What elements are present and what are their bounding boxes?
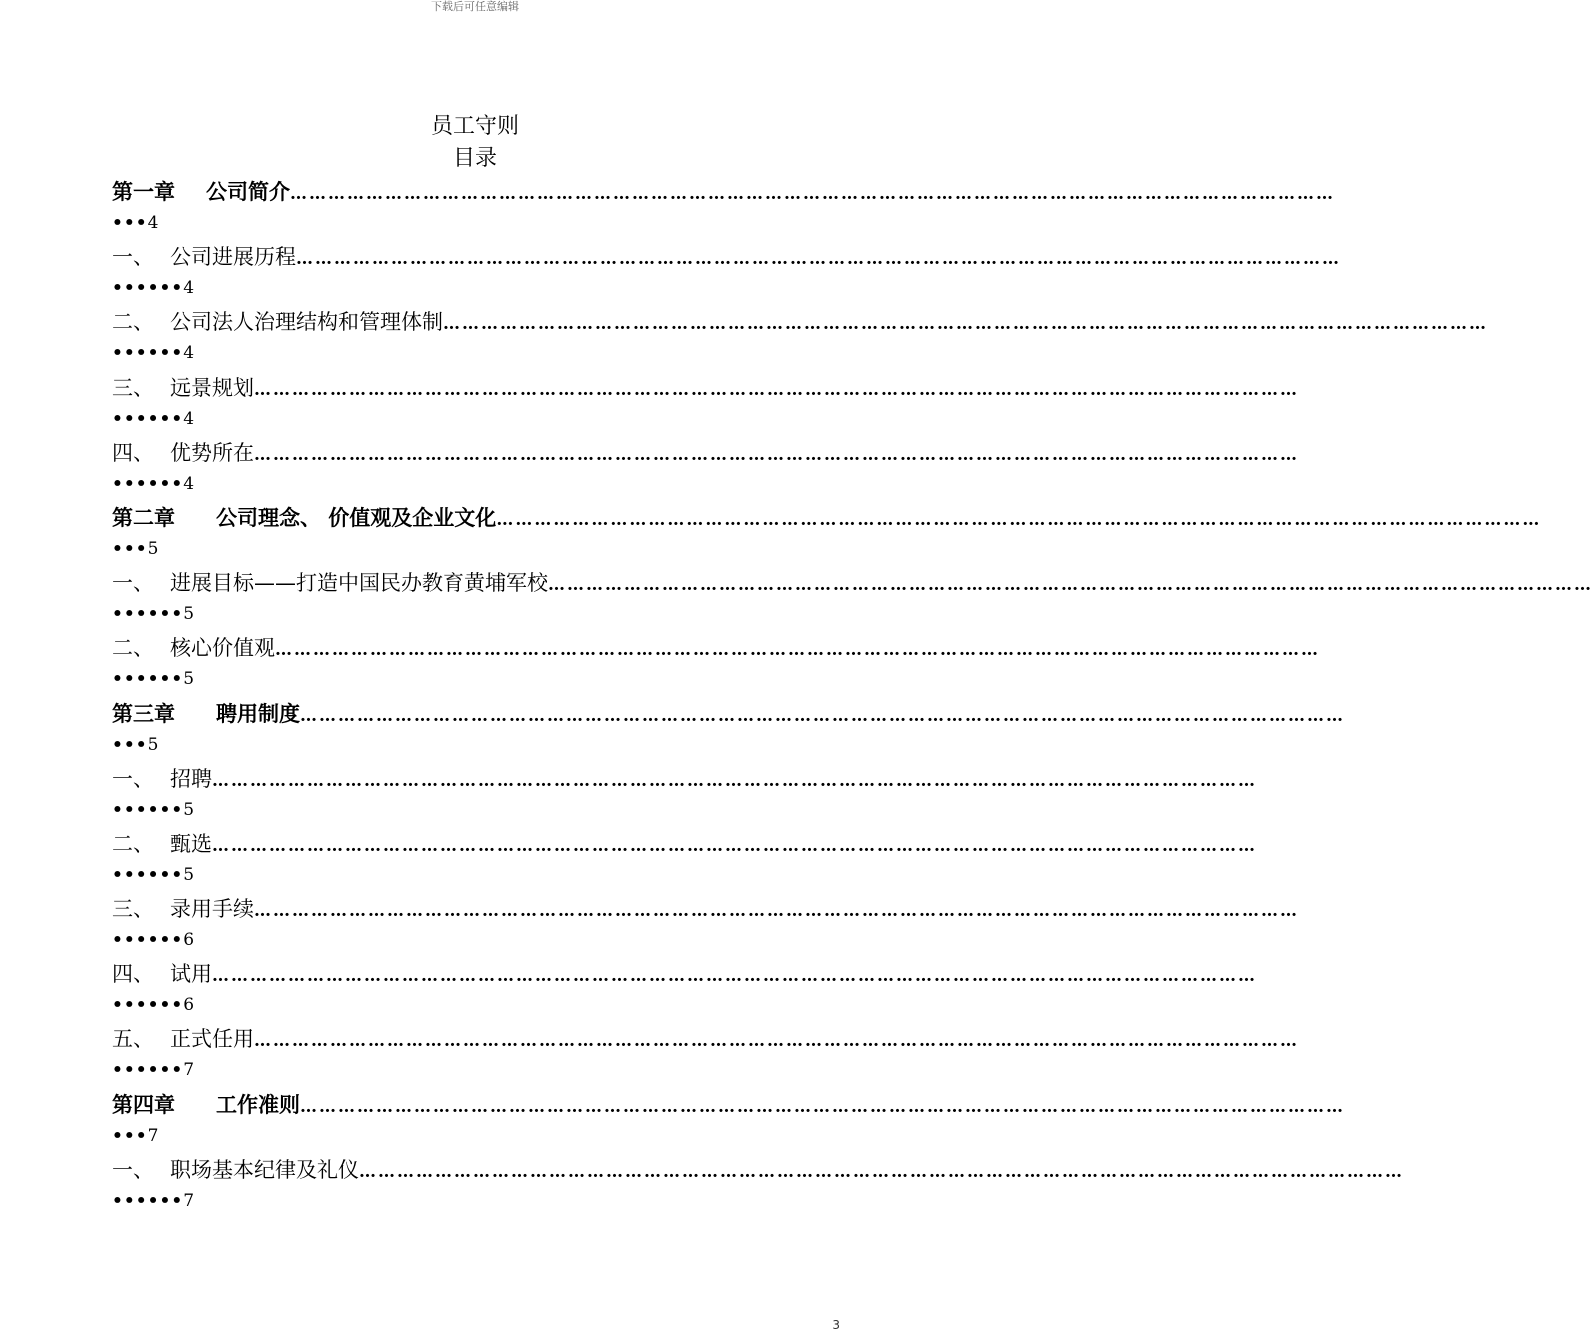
toc-page-number: 5 — [183, 604, 195, 625]
toc-leader-dots: ………………………………………………………………………………………………………………………………………………… — [359, 1161, 1404, 1182]
toc-entry-section[interactable] — [112, 632, 1320, 697]
toc-leader-dots: ••• — [112, 213, 148, 233]
toc-leader-dots: ………………………………………………………………………………………………………………………………………………… — [443, 314, 1488, 335]
toc-page-number: 6 — [183, 930, 195, 951]
toc-entry-label: 公司理念、 价值观及企业文化 — [216, 505, 497, 530]
toc-leader-dots: ••• — [112, 1125, 148, 1146]
toc-entry-section[interactable] — [112, 1154, 1404, 1219]
header-note: 下载后可任意编辑 — [431, 0, 519, 13]
toc-leader-dots: •••••• — [112, 669, 184, 690]
toc-entry-number: 四、 — [112, 440, 154, 465]
toc-entry-number: 一、 — [112, 571, 154, 596]
toc-entry-label: 正式任用 — [170, 1027, 254, 1052]
toc-entry-number: 第二章 — [112, 505, 175, 530]
toc-leader-dots: ………………………………………………………………………………………………………………………………………………… — [254, 444, 1299, 465]
toc-leader-dots: ………………………………………………………………………………………………………………………………………………… — [212, 770, 1257, 791]
toc-page-number: 7 — [183, 1190, 195, 1211]
toc-entry-section[interactable] — [112, 567, 1593, 632]
toc-entry-chapter-2[interactable] — [112, 502, 1542, 567]
toc-entry-number: 四、 — [112, 962, 154, 987]
toc-page-number: 5 — [183, 799, 195, 820]
toc-entry-label: 招聘 — [170, 766, 212, 791]
toc-entry-number: 第四章 — [112, 1092, 175, 1117]
toc-leader-dots: ………………………………………………………………………………………………………………………………………………… — [212, 835, 1257, 856]
toc-entry-label: 优势所在 — [170, 440, 254, 465]
toc-leader-dots: ………………………………………………………………………………………………………………………………………………… — [548, 575, 1593, 596]
toc-leader-dots: •••••• — [112, 473, 184, 494]
toc-entry-section[interactable] — [112, 893, 1299, 958]
toc-entry-section[interactable] — [112, 763, 1257, 828]
toc-page-number: 4 — [183, 473, 195, 494]
page-number: 3 — [832, 1318, 840, 1332]
toc-heading: 目录 — [452, 146, 497, 171]
toc-leader-dots: ………………………………………………………………………………………………………………………………………………… — [254, 1031, 1299, 1052]
toc-leader-dots: •••••• — [112, 799, 184, 820]
toc-entry-number: 二、 — [112, 636, 154, 661]
toc-leader-dots: •••••• — [112, 408, 184, 429]
toc-entry-label: 职场基本纪律及礼仪 — [170, 1157, 359, 1182]
toc-entry-label: 公司简介 — [206, 180, 290, 204]
toc-entry-chapter-1[interactable] — [112, 176, 1335, 241]
toc-entry-number: 二、 — [112, 310, 154, 335]
toc-entry-label: 聘用制度 — [216, 701, 300, 726]
toc-leader-dots: ………………………………………………………………………………………………………………………………………………… — [300, 1096, 1345, 1117]
toc-entry-chapter-3[interactable] — [112, 698, 1345, 763]
toc-leader-dots: ………………………………………………………………………………………………………………………………………………… — [300, 705, 1345, 726]
toc-leader-dots: ………………………………………………………………………………………………………………………………………………… — [254, 901, 1299, 922]
toc-entry-label: 录用手续 — [170, 897, 254, 922]
toc-page-number: 7 — [183, 1060, 195, 1081]
toc-entry-section[interactable] — [112, 437, 1299, 502]
toc-entry-label: 公司进展历程 — [170, 245, 296, 270]
toc-leader-dots: ………………………………………………………………………………………………………………………………………………… — [254, 379, 1299, 400]
toc-entry-number: 三、 — [112, 375, 154, 400]
toc-entry-section[interactable] — [112, 1023, 1299, 1088]
toc-page-number: 5 — [147, 538, 159, 559]
toc-page-number: 5 — [183, 864, 195, 885]
toc-entry-label: 公司法人治理结构和管理体制 — [170, 310, 443, 335]
toc-entry-section[interactable] — [112, 828, 1257, 893]
toc-entry-chapter-4[interactable] — [112, 1089, 1345, 1154]
toc-entry-section[interactable] — [112, 372, 1299, 437]
toc-page-number: 5 — [147, 734, 159, 755]
toc-leader-dots: •••••• — [112, 1190, 184, 1211]
toc-leader-dots: ………………………………………………………………………………………………………………………………………………… — [275, 640, 1320, 661]
toc-page-number: 4 — [183, 408, 195, 429]
toc-entry-number: 五、 — [112, 1027, 154, 1052]
toc-entry-label: 远景规划 — [170, 375, 254, 400]
toc-page-number: 6 — [183, 995, 195, 1016]
toc-entry-number: 一、 — [112, 766, 154, 791]
toc-entry-number: 第一章 — [112, 180, 175, 204]
toc-page-number: 4 — [183, 343, 195, 364]
toc-entry-label: 甄选 — [170, 831, 212, 856]
toc-leader-dots: ………………………………………………………………………………………………………………………………………………… — [212, 966, 1257, 987]
toc-leader-dots: •••••• — [112, 278, 184, 299]
toc-leader-dots: ••• — [112, 538, 148, 559]
toc-entry-label: 工作准则 — [216, 1092, 300, 1117]
toc-leader-dots: ••• — [112, 734, 148, 755]
toc-entry-label: 试用 — [170, 962, 212, 987]
toc-entry-number: 三、 — [112, 897, 154, 922]
toc-leader-dots: ………………………………………………………………………………………………………………………………………………… — [290, 184, 1335, 204]
toc-leader-dots: •••••• — [112, 604, 184, 625]
toc-entry-label: 进展目标——打造中国民办教育黄埔军校 — [170, 571, 548, 596]
toc-page-number: 5 — [183, 669, 195, 690]
toc-leader-dots: •••••• — [112, 930, 184, 951]
toc-leader-dots: ………………………………………………………………………………………………………………………………………………… — [296, 249, 1341, 270]
toc-entry-number: 一、 — [112, 245, 154, 270]
toc-entry-label: 核心价值观 — [170, 636, 275, 661]
toc-leader-dots: ………………………………………………………………………………………………………………………………………………… — [496, 509, 1542, 530]
toc-entry-section[interactable] — [112, 958, 1257, 1023]
toc-page-number: 4 — [147, 213, 159, 233]
toc-leader-dots: •••••• — [112, 1060, 184, 1081]
toc-page-number: 4 — [183, 278, 195, 299]
toc-leader-dots: •••••• — [112, 995, 184, 1016]
toc-entry-section[interactable] — [112, 306, 1488, 371]
toc-entry-section[interactable] — [112, 241, 1341, 306]
toc-leader-dots: •••••• — [112, 343, 184, 364]
toc-entry-number: 二、 — [112, 831, 154, 856]
toc-leader-dots: •••••• — [112, 864, 184, 885]
table-of-contents — [112, 176, 1593, 1219]
toc-entry-number: 第三章 — [112, 701, 175, 726]
toc-entry-number: 一、 — [112, 1157, 154, 1182]
toc-page-number: 7 — [147, 1125, 159, 1146]
document-title: 员工守则 — [430, 114, 519, 139]
